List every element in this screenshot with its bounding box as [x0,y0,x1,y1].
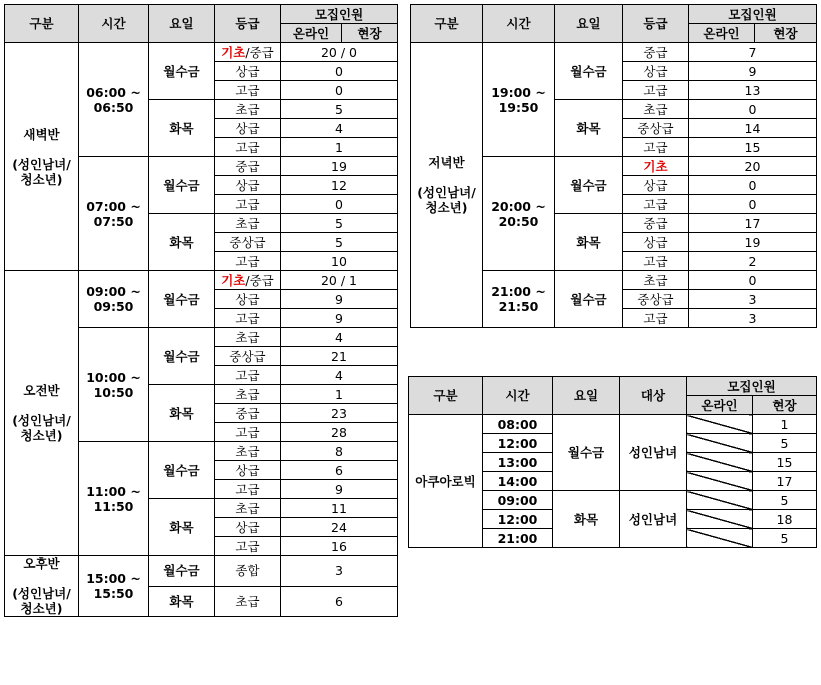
grade-label: 고급 [643,310,668,326]
class-grade [215,81,281,100]
onsite-count: 15 [753,453,817,472]
recruit-count: 1 [281,138,398,157]
grade-label: 중상급 [637,291,674,307]
class-grade [623,195,689,214]
grade-label: 고급 [235,196,260,212]
class-day: 월수금 [149,556,215,587]
class-grade [623,100,689,119]
table-row [411,43,817,62]
recruit-count: 9 [281,480,398,499]
grade-label: 상급 [235,120,260,136]
class-grade [215,290,281,309]
class-time: 20:00 ~ 20:50 [483,157,555,271]
recruit-count: 0 [689,195,817,214]
grade-label: /중급 [245,272,274,288]
grade-label: 고급 [235,253,260,269]
class-time: 08:00 [483,415,553,434]
onsite-count: 18 [753,510,817,529]
recruit-count: 24 [281,518,398,537]
recruit-count: 23 [281,404,398,423]
class-day: 화목 [149,385,215,442]
grade-label: 상급 [643,234,668,250]
online-count-empty [687,415,753,434]
header-onsite: 현장 [755,24,817,43]
class-grade [215,214,281,233]
recruit-count: 5 [281,233,398,252]
grade-label: 초급 [235,215,260,231]
class-grade [215,586,281,617]
grade-label: 상급 [235,291,260,307]
class-group-name: 저녁반 (성인남녀/ 청소년) [411,43,483,328]
recruit-count: 9 [281,309,398,328]
class-grade [215,138,281,157]
recruit-count: 21 [281,347,398,366]
grade-label: 중상급 [229,234,266,250]
class-grade [623,43,689,62]
online-count-empty [687,529,753,548]
class-grade [215,366,281,385]
class-grade [623,138,689,157]
class-grade [215,43,281,62]
recruit-count: 28 [281,423,398,442]
header-recruit: 모집인원 [687,377,817,396]
schedule-table-evening [410,4,817,328]
grade-label: 고급 [643,82,668,98]
class-day: 월수금 [555,271,623,328]
class-day: 월수금 [555,157,623,214]
class-grade [215,100,281,119]
recruit-count: 13 [689,81,817,100]
header-category: 구분 [409,377,483,415]
class-grade [215,461,281,480]
class-grade [215,252,281,271]
class-grade [623,252,689,271]
grade-label: 고급 [235,538,260,554]
class-group-name: 오후반 (성인남녀/ 청소년) [5,556,79,617]
recruit-count: 6 [281,586,398,617]
class-day: 화목 [149,214,215,271]
class-day: 화목 [149,586,215,617]
class-grade [215,157,281,176]
class-grade [215,347,281,366]
recruit-count: 16 [281,537,398,556]
class-day: 화목 [555,100,623,157]
grade-label: 고급 [643,139,668,155]
class-grade [215,537,281,556]
recruit-count: 19 [689,233,817,252]
recruit-count: 9 [689,62,817,81]
grade-label: 중급 [643,215,668,231]
recruit-count: 4 [281,366,398,385]
class-grade [623,157,689,176]
grade-label: 고급 [235,367,260,383]
grade-label: 상급 [235,177,260,193]
grade-label: 중급 [643,44,668,60]
class-time: 13:00 [483,453,553,472]
class-group-name: 오전반 (성인남녀/ 청소년) [5,271,79,556]
recruit-count: 3 [281,556,398,587]
class-grade [215,385,281,404]
class-target: 성인남녀 [620,491,687,548]
header-online: 온라인 [687,396,753,415]
header-time: 시간 [483,377,553,415]
class-time: 14:00 [483,472,553,491]
grade-highlight: 기초 [221,44,246,60]
table-row [5,271,398,290]
grade-label: 중상급 [637,120,674,136]
recruit-count: 20 / 0 [281,43,398,62]
recruit-count: 12 [281,176,398,195]
recruit-count: 5 [281,100,398,119]
header-day: 요일 [149,5,215,43]
class-grade [623,176,689,195]
class-time: 19:00 ~ 19:50 [483,43,555,157]
class-grade [215,271,281,290]
recruit-count: 14 [689,119,817,138]
grade-label: 고급 [643,253,668,269]
recruit-count: 0 [281,81,398,100]
grade-label: 초급 [643,101,668,117]
header-time: 시간 [79,5,149,43]
grade-label: 상급 [643,177,668,193]
header-grade: 등급 [215,5,281,43]
class-grade [215,404,281,423]
class-day: 월수금 [149,157,215,214]
schedule-table-aquarobic [408,376,817,548]
grade-label: 고급 [643,196,668,212]
class-grade [215,195,281,214]
class-time: 09:00 ~ 09:50 [79,271,149,328]
table-row [409,415,817,434]
class-grade [215,423,281,442]
class-grade [215,328,281,347]
schedule-table-morning-daytime [4,4,398,617]
header-day: 요일 [553,377,620,415]
grade-label: 고급 [235,82,260,98]
recruit-count: 20 [689,157,817,176]
class-grade [215,62,281,81]
onsite-count: 5 [753,491,817,510]
recruit-count: 11 [281,499,398,518]
class-day: 화목 [149,100,215,157]
class-day: 월수금 [553,415,620,491]
class-grade [623,309,689,328]
class-day: 월수금 [149,43,215,100]
class-grade [215,442,281,461]
class-time: 11:00 ~ 11:50 [79,442,149,556]
class-grade [623,62,689,81]
class-grade [215,119,281,138]
class-grade [623,290,689,309]
class-grade [215,233,281,252]
class-grade [215,309,281,328]
recruit-count: 3 [689,309,817,328]
onsite-count: 17 [753,472,817,491]
grade-label: 종합 [235,563,260,579]
class-day: 월수금 [149,328,215,385]
class-grade [215,480,281,499]
grade-label: /중급 [245,44,274,60]
table-row [5,43,398,62]
recruit-count: 10 [281,252,398,271]
header-recruit: 모집인원 [689,5,817,24]
recruit-count: 0 [689,176,817,195]
recruit-count: 4 [281,328,398,347]
recruit-count: 15 [689,138,817,157]
grade-label: 고급 [235,424,260,440]
recruit-count: 8 [281,442,398,461]
header-time: 시간 [483,5,555,43]
class-day: 월수금 [555,43,623,100]
grade-label: 고급 [235,481,260,497]
header-recruit: 모집인원 [281,5,398,24]
class-grade [623,233,689,252]
grade-label: 상급 [235,519,260,535]
class-day: 화목 [149,499,215,556]
class-time: 21:00 [483,529,553,548]
grade-label: 상급 [643,63,668,79]
recruit-count: 0 [281,195,398,214]
class-day: 화목 [555,214,623,271]
grade-label: 초급 [643,272,668,288]
class-group-name: 아쿠아로빅 [409,415,483,548]
recruit-count: 19 [281,157,398,176]
class-grade [623,271,689,290]
header-day: 요일 [555,5,623,43]
recruit-count: 20 / 1 [281,271,398,290]
grade-label: 중급 [235,405,260,421]
header-onsite: 현장 [753,396,817,415]
class-time: 12:00 [483,434,553,453]
grade-label: 초급 [235,386,260,402]
class-time: 10:00 ~ 10:50 [79,328,149,442]
class-day: 화목 [553,491,620,548]
onsite-count: 1 [753,415,817,434]
class-grade [623,119,689,138]
recruit-count: 2 [689,252,817,271]
class-time: 07:00 ~ 07:50 [79,157,149,271]
class-time: 12:00 [483,510,553,529]
online-count-empty [687,491,753,510]
grade-label: 초급 [235,329,260,345]
class-group-name: 새벽반 (성인남녀/ 청소년) [5,43,79,271]
grade-highlight: 기초 [221,272,246,288]
recruit-count: 9 [281,290,398,309]
class-grade [623,81,689,100]
online-count-empty [687,472,753,491]
online-count-empty [687,434,753,453]
header-target: 대상 [620,377,687,415]
class-grade [215,518,281,537]
recruit-count: 3 [689,290,817,309]
header-category: 구분 [411,5,483,43]
recruit-count: 0 [689,100,817,119]
onsite-count: 5 [753,434,817,453]
grade-label: 중상급 [229,348,266,364]
grade-label: 중급 [235,158,260,174]
recruit-count: 0 [689,271,817,290]
class-grade [215,556,281,587]
header-online: 온라인 [281,24,342,43]
class-grade [215,176,281,195]
grade-label: 초급 [235,443,260,459]
grade-label: 초급 [235,500,260,516]
class-time: 15:00 ~ 15:50 [79,556,149,617]
grade-label: 상급 [235,462,260,478]
grade-label: 초급 [235,593,260,609]
class-grade [215,499,281,518]
class-time: 06:00 ~ 06:50 [79,43,149,157]
class-day: 월수금 [149,271,215,328]
recruit-count: 17 [689,214,817,233]
header-grade: 등급 [623,5,689,43]
grade-highlight: 기초 [643,158,668,174]
class-day: 월수금 [149,442,215,499]
online-count-empty [687,510,753,529]
class-grade [623,214,689,233]
header-onsite: 현장 [342,24,398,43]
class-time: 09:00 [483,491,553,510]
class-target: 성인남녀 [620,415,687,491]
grade-label: 고급 [235,139,260,155]
recruit-count: 4 [281,119,398,138]
recruit-count: 6 [281,461,398,480]
grade-label: 초급 [235,101,260,117]
header-online: 온라인 [689,24,755,43]
recruit-count: 5 [281,214,398,233]
recruit-count: 0 [281,62,398,81]
grade-label: 상급 [235,63,260,79]
online-count-empty [687,453,753,472]
onsite-count: 5 [753,529,817,548]
header-category: 구분 [5,5,79,43]
class-time: 21:00 ~ 21:50 [483,271,555,328]
recruit-count: 7 [689,43,817,62]
table-row [5,556,398,587]
recruit-count: 1 [281,385,398,404]
grade-label: 고급 [235,310,260,326]
